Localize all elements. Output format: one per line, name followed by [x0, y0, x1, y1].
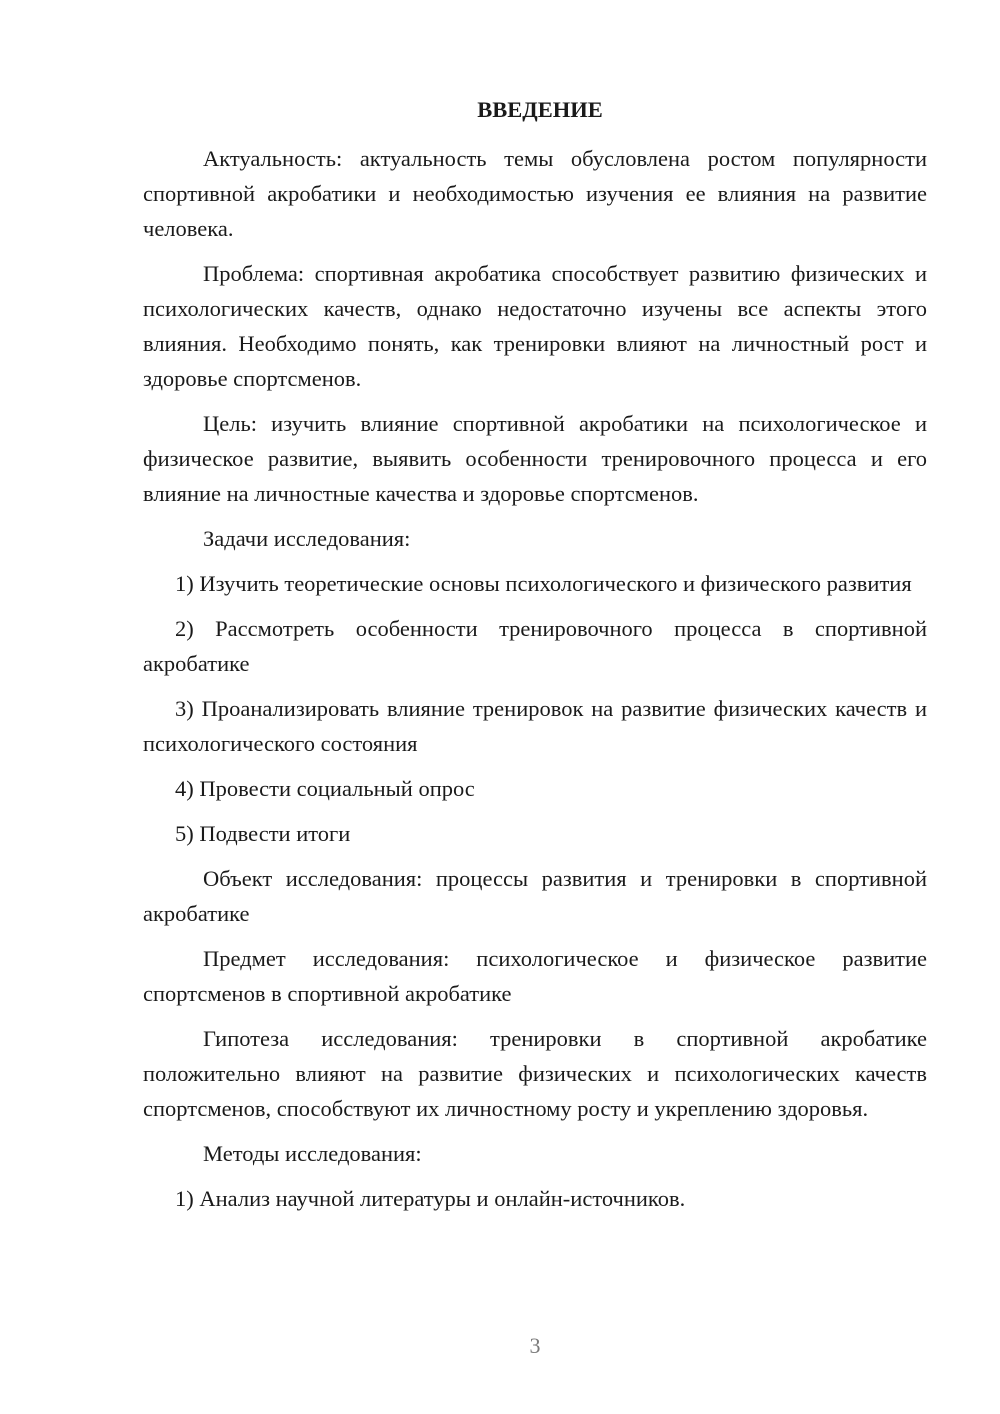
method-item: 1) Анализ научной литературы и онлайн-источников. [175, 1186, 686, 1211]
problem-paragraph: Проблема: спортивная акробатика способствует развитию физических и психологических качеств, однако недостаточно изучены все аспекты этого влияния. Необходимо понять, как тренировки влияют на личностный рост и здоровье спортсменов. [143, 261, 927, 391]
task-item: 4) Провести социальный опрос [175, 776, 475, 801]
task-item: 3) Проанализировать влияние тренировок на развитие физических качеств и психологического состояния [143, 696, 927, 756]
tasks-heading: Задачи исследования: [203, 526, 411, 551]
methods-heading: Методы исследования: [203, 1141, 422, 1166]
section-title: ВВЕДЕНИЕ [477, 97, 603, 122]
page-number: 3 [529, 1333, 541, 1358]
task-item: 2) Рассмотреть особенности тренировочного процесса в спортивной акробатике [143, 616, 927, 676]
relevance-paragraph: Актуальность: актуальность темы обусловлена ростом популярности спортивной акробатики и необходимостью изучения ее влияния на развитие человека. [143, 146, 927, 241]
page-content [143, 92, 927, 1226]
goal-paragraph: Цель: изучить влияние спортивной акробатики на психологическое и физическое развитие, выявить особенности тренировочного процесса и его влияние на личностные качества и здоровье спортсменов. [143, 411, 927, 506]
hypothesis-paragraph: Гипотеза исследования: тренировки в спортивной акробатике положительно влияют на развитие физических и психологических качеств спортсменов, способствуют их личностному росту и укреплению здоровья. [143, 1026, 927, 1121]
object-paragraph: Объект исследования: процессы развития и тренировки в спортивной акробатике [143, 866, 927, 926]
task-item: 1) Изучить теоретические основы психологического и физического развития [175, 571, 912, 596]
subject-paragraph: Предмет исследования: психологическое и физическое развитие спортсменов в спортивной акробатике [143, 946, 927, 1006]
task-item: 5) Подвести итоги [175, 821, 351, 846]
